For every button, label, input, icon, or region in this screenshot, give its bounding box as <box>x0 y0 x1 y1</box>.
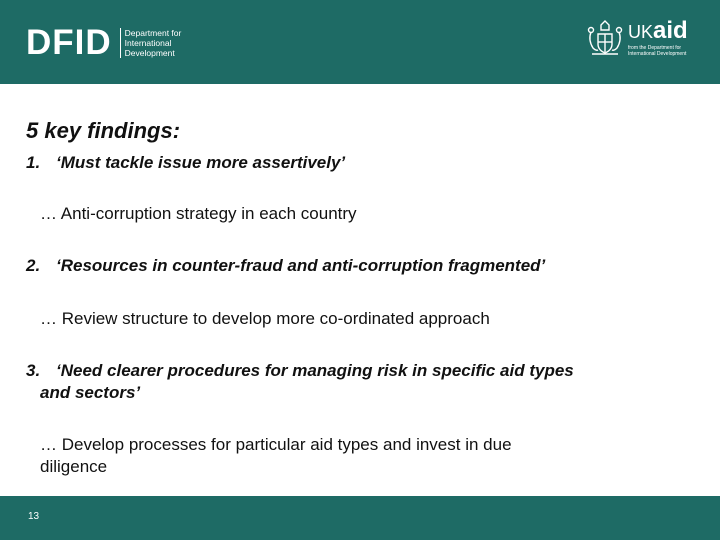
royal-crest-icon <box>586 18 624 58</box>
finding-3 <box>26 360 696 404</box>
page-number: 13 <box>28 511 40 522</box>
finding-3-action <box>40 434 640 478</box>
finding-number: 3. <box>26 361 41 380</box>
finding-number: 1. <box>26 153 41 172</box>
ukaid-tagline: International Development <box>628 51 687 57</box>
action-line: … Develop processes for particular aid types and invest in due <box>40 435 512 454</box>
ukaid-text <box>628 18 688 57</box>
action-line: diligence <box>40 457 108 476</box>
ukaid-tagline: from the Department for <box>628 45 682 51</box>
dfid-logo <box>26 22 181 64</box>
finding-2-action: … Review structure to develop more co-ordinated approach <box>40 309 490 328</box>
dfid-subtitle-line: International <box>124 38 172 48</box>
dfid-wordmark: DFID <box>26 23 112 62</box>
ukaid-wordmark <box>628 18 688 45</box>
dfid-subtitle-line: Department for <box>124 28 182 38</box>
finding-text-continuation: and sectors’ <box>40 383 141 402</box>
dfid-subtitle <box>120 28 182 58</box>
finding-1-action: … Anti-corruption strategy in each country <box>40 204 357 223</box>
finding-text: ‘Need clearer procedures for managing risk in specific aid types <box>56 361 574 380</box>
finding-text: ‘Resources in counter-fraud and anti-corruption fragmented’ <box>56 256 546 275</box>
finding-2 <box>26 255 696 277</box>
ukaid-logo <box>586 18 696 64</box>
finding-text: ‘Must tackle issue more assertively’ <box>56 153 346 172</box>
finding-1 <box>26 152 696 174</box>
finding-number: 2. <box>26 256 41 275</box>
header-bar <box>0 0 720 84</box>
dfid-subtitle-line: Development <box>124 48 175 58</box>
slide-title: 5 key findings: <box>26 118 181 143</box>
footer-bar <box>0 496 720 540</box>
ukaid-aid: aid <box>653 17 688 44</box>
ukaid-uk: UK <box>628 22 654 42</box>
